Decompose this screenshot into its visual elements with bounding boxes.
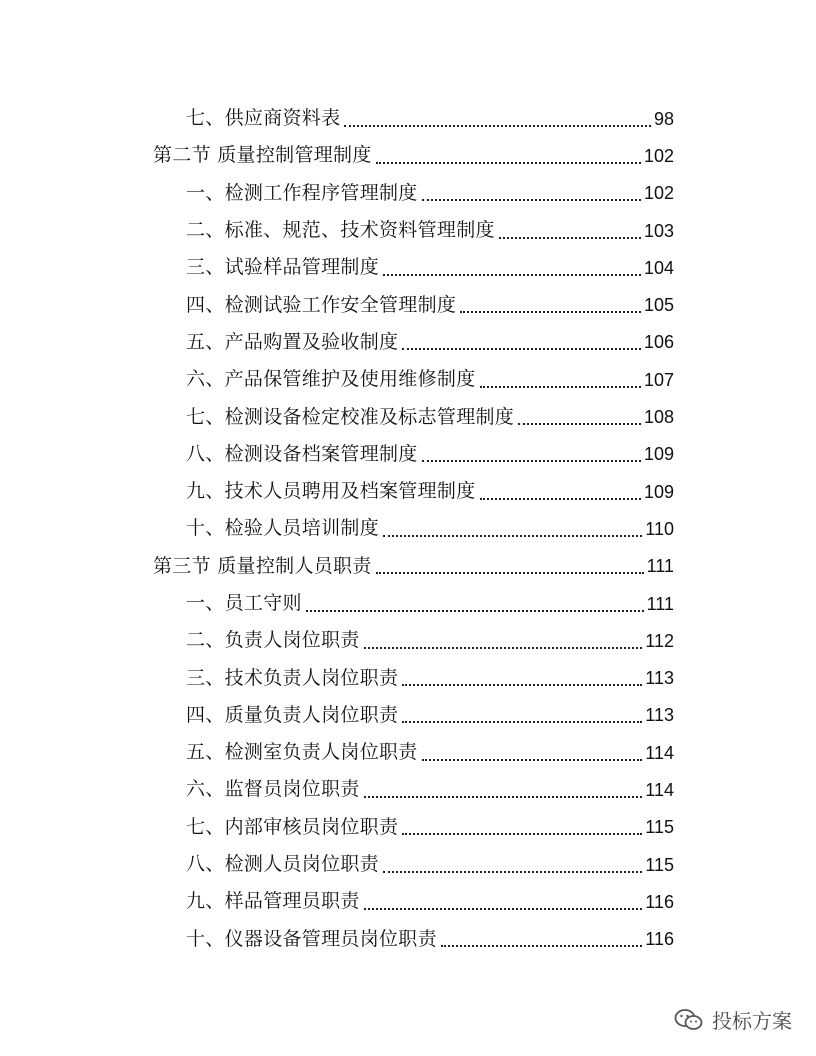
toc-entry-title: 七、内部审核员岗位职责 xyxy=(186,815,399,838)
toc-page-number: 109 xyxy=(643,444,674,465)
toc-page-number: 107 xyxy=(643,369,674,390)
toc-entry-title: 二、负责人岗位职责 xyxy=(186,629,360,652)
toc-page-number: 114 xyxy=(645,779,674,800)
toc-item-row[interactable] xyxy=(0,734,816,771)
toc-entry-title: 第二节 质量控制管理制度 xyxy=(153,144,372,167)
toc-item-row[interactable] xyxy=(0,697,816,734)
toc-page-number: 113 xyxy=(645,705,674,726)
toc-dot-leader xyxy=(383,274,641,276)
toc-dot-leader xyxy=(376,572,644,574)
toc-dot-leader xyxy=(499,237,641,239)
toc-dot-leader xyxy=(364,908,643,910)
toc-item-row[interactable] xyxy=(0,585,816,622)
table-of-contents xyxy=(0,100,816,958)
toc-page-number: 105 xyxy=(643,295,674,316)
toc-item-row[interactable] xyxy=(0,175,816,212)
toc-item-row[interactable] xyxy=(0,622,816,659)
toc-page-number: 104 xyxy=(643,257,674,278)
toc-entry-title: 三、试验样品管理制度 xyxy=(186,256,380,279)
toc-section-row[interactable] xyxy=(0,137,816,174)
toc-item-row[interactable] xyxy=(0,361,816,398)
toc-page-number: 102 xyxy=(643,145,674,166)
toc-page-number: 109 xyxy=(643,481,674,502)
toc-dot-leader xyxy=(364,796,643,798)
toc-dot-leader xyxy=(480,386,641,388)
toc-item-row[interactable] xyxy=(0,324,816,361)
toc-page-number: 111 xyxy=(646,593,674,614)
toc-dot-leader xyxy=(422,759,643,761)
toc-entry-title: 二、标准、规范、技术资料管理制度 xyxy=(186,219,495,242)
toc-page-number: 112 xyxy=(645,630,674,651)
toc-dot-leader xyxy=(402,721,642,723)
toc-page-number: 111 xyxy=(646,556,674,577)
toc-page-number: 114 xyxy=(645,742,674,763)
toc-entry-title: 第三节 质量控制人员职责 xyxy=(153,554,372,577)
toc-entry-title: 十、检验人员培训制度 xyxy=(186,517,380,540)
toc-item-row[interactable] xyxy=(0,659,816,696)
toc-entry-title: 八、检测设备档案管理制度 xyxy=(186,442,418,465)
toc-dot-leader xyxy=(422,199,641,201)
toc-page-number: 110 xyxy=(645,518,674,539)
toc-entry-title: 三、技术负责人岗位职责 xyxy=(186,666,399,689)
toc-page-number: 115 xyxy=(645,854,674,875)
toc-item-row[interactable] xyxy=(0,473,816,510)
toc-page-number: 98 xyxy=(653,108,674,129)
toc-dot-leader xyxy=(364,647,643,649)
toc-item-row[interactable] xyxy=(0,771,816,808)
wechat-icon xyxy=(674,1008,704,1032)
toc-entry-title: 四、检测试验工作安全管理制度 xyxy=(186,293,457,316)
toc-item-row[interactable] xyxy=(0,921,816,958)
toc-item-row[interactable] xyxy=(0,883,816,920)
toc-item-row[interactable] xyxy=(0,398,816,435)
toc-entry-title: 五、产品购置及验收制度 xyxy=(186,330,399,353)
toc-dot-leader xyxy=(306,610,644,612)
toc-item-row[interactable] xyxy=(0,809,816,846)
toc-page-number: 102 xyxy=(643,183,674,204)
toc-entry-title: 九、样品管理员职责 xyxy=(186,890,360,913)
toc-item-row[interactable] xyxy=(0,212,816,249)
toc-entry-title: 四、质量负责人岗位职责 xyxy=(186,703,399,726)
toc-page-number: 116 xyxy=(645,891,674,912)
toc-entry-title: 六、监督员岗位职责 xyxy=(186,778,360,801)
toc-entry-title: 七、供应商资料表 xyxy=(186,107,341,130)
watermark xyxy=(674,1005,792,1034)
toc-section-row[interactable] xyxy=(0,548,816,585)
toc-page-number: 113 xyxy=(645,668,674,689)
toc-dot-leader xyxy=(344,125,651,127)
toc-page-number: 116 xyxy=(645,929,674,950)
toc-item-row[interactable] xyxy=(0,249,816,286)
toc-page-number: 108 xyxy=(643,407,674,428)
toc-entry-title: 九、技术人员聘用及档案管理制度 xyxy=(186,480,476,503)
toc-dot-leader xyxy=(383,871,642,873)
toc-dot-leader xyxy=(480,498,641,500)
toc-page-number: 103 xyxy=(643,220,674,241)
toc-dot-leader xyxy=(402,684,642,686)
toc-dot-leader xyxy=(460,311,641,313)
toc-page-number: 115 xyxy=(645,817,674,838)
toc-item-row[interactable] xyxy=(0,100,816,137)
toc-entry-title: 六、产品保管维护及使用维修制度 xyxy=(186,368,476,391)
toc-entry-title: 一、检测工作程序管理制度 xyxy=(186,181,418,204)
toc-entry-title: 五、检测室负责人岗位职责 xyxy=(186,741,418,764)
toc-dot-leader xyxy=(402,833,642,835)
toc-page-number: 106 xyxy=(643,332,674,353)
toc-dot-leader xyxy=(402,348,641,350)
toc-dot-leader xyxy=(383,535,642,537)
toc-dot-leader xyxy=(376,162,641,164)
toc-dot-leader xyxy=(518,423,641,425)
toc-item-row[interactable] xyxy=(0,286,816,323)
toc-dot-leader xyxy=(441,945,642,947)
watermark-text: 投标方案 xyxy=(712,1009,792,1033)
toc-item-row[interactable] xyxy=(0,846,816,883)
toc-entry-title: 一、员工守则 xyxy=(186,592,302,614)
toc-dot-leader xyxy=(422,460,641,462)
toc-entry-title: 七、检测设备检定校准及标志管理制度 xyxy=(186,405,515,428)
toc-item-row[interactable] xyxy=(0,436,816,473)
toc-item-row[interactable] xyxy=(0,510,816,547)
toc-entry-title: 八、检测人员岗位职责 xyxy=(186,853,380,876)
toc-entry-title: 十、仪器设备管理员岗位职责 xyxy=(186,927,437,950)
